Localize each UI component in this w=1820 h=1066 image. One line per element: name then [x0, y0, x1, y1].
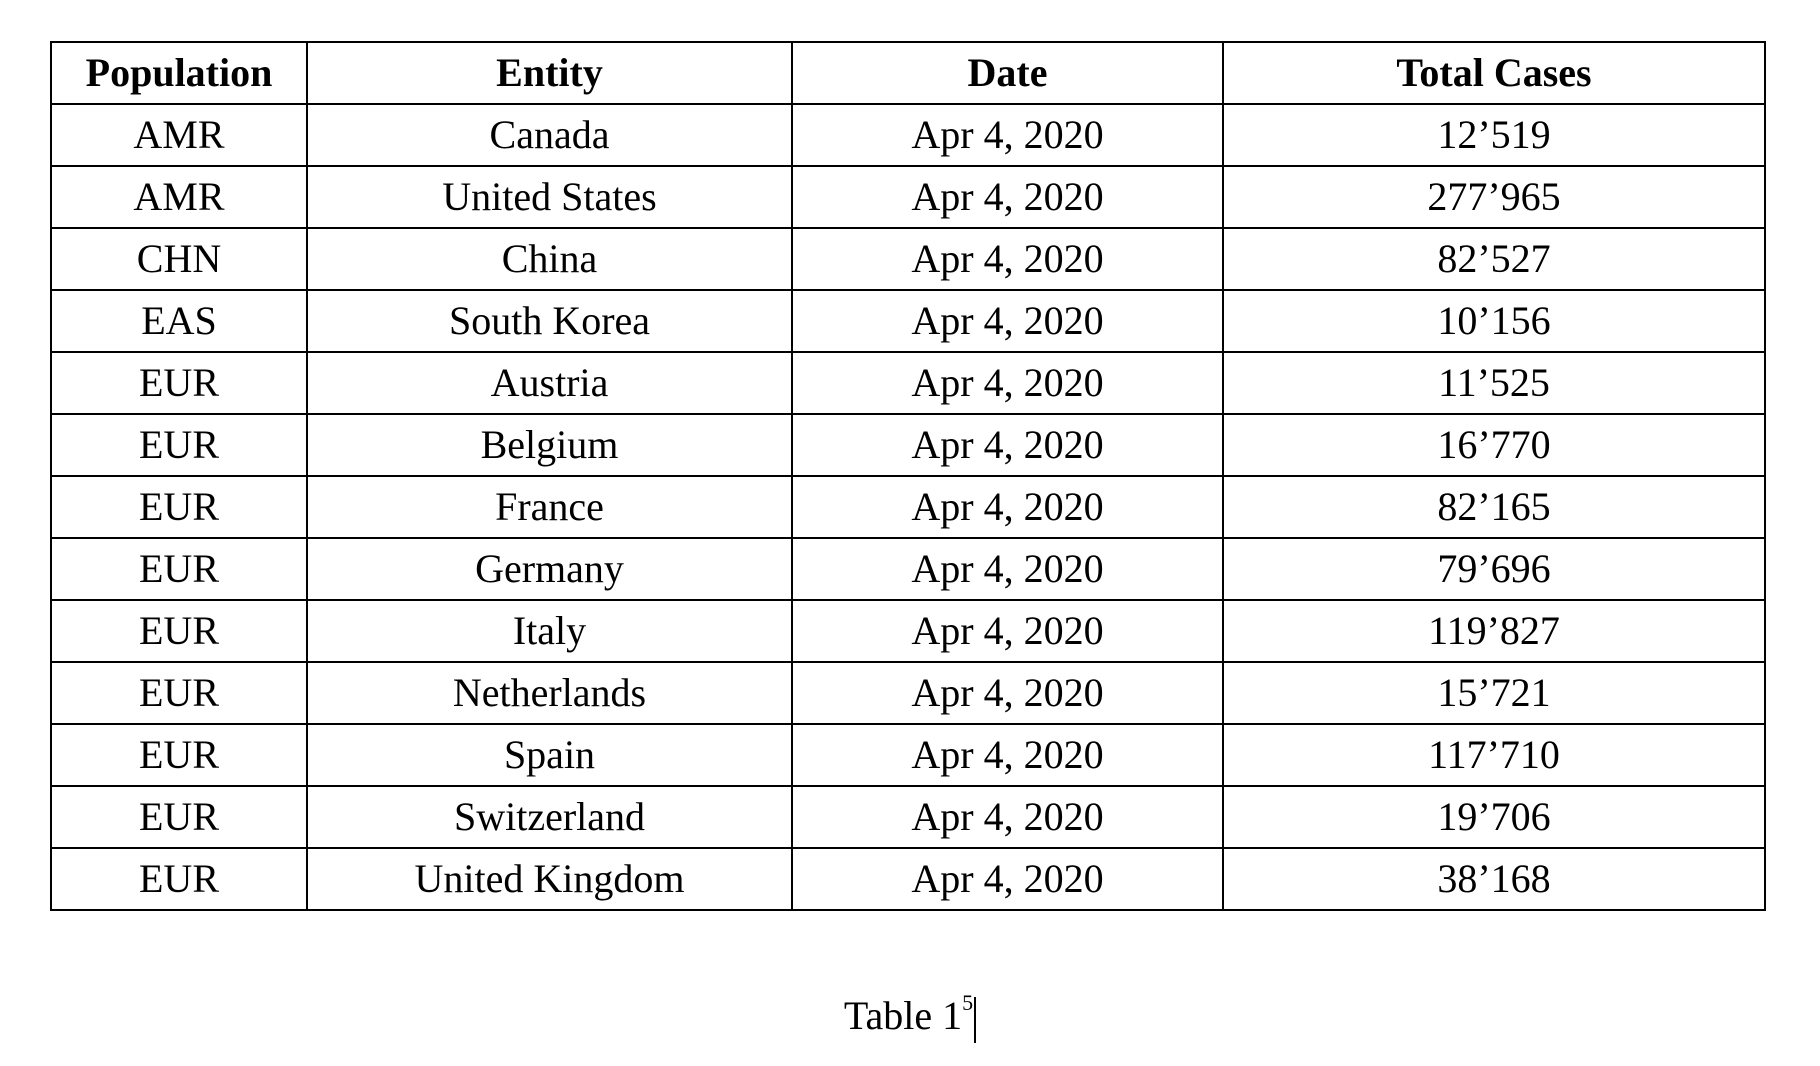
table-row: [51, 166, 1765, 228]
total-cases-cell: 119’827: [1223, 600, 1765, 662]
date-cell: Apr 4, 2020: [792, 104, 1223, 166]
date-cell: Apr 4, 2020: [792, 786, 1223, 848]
table-row: [51, 104, 1765, 166]
footnote-marker: 5: [962, 990, 974, 1015]
population-cell: EUR: [51, 662, 307, 724]
population-cell: EUR: [51, 352, 307, 414]
total-cases-cell: 38’168: [1223, 848, 1765, 910]
header-entity: Entity: [307, 42, 792, 104]
total-cases-cell: 82’165: [1223, 476, 1765, 538]
total-cases-cell: 117’710: [1223, 724, 1765, 786]
population-cell: AMR: [51, 166, 307, 228]
entity-cell: Austria: [307, 352, 792, 414]
table-caption: [0, 990, 1820, 1043]
total-cases-cell: 79’696: [1223, 538, 1765, 600]
population-cell: EUR: [51, 724, 307, 786]
entity-cell: South Korea: [307, 290, 792, 352]
total-cases-cell: 15’721: [1223, 662, 1765, 724]
table-row: [51, 848, 1765, 910]
table-row: [51, 662, 1765, 724]
total-cases-cell: 10’156: [1223, 290, 1765, 352]
population-cell: EUR: [51, 786, 307, 848]
table-row: [51, 724, 1765, 786]
header-row: [51, 42, 1765, 104]
date-cell: Apr 4, 2020: [792, 538, 1223, 600]
population-cell: EAS: [51, 290, 307, 352]
total-cases-cell: 12’519: [1223, 104, 1765, 166]
population-cell: EUR: [51, 600, 307, 662]
date-cell: Apr 4, 2020: [792, 352, 1223, 414]
date-cell: Apr 4, 2020: [792, 166, 1223, 228]
header-population: Population: [51, 42, 307, 104]
table-row: [51, 352, 1765, 414]
table-row: [51, 228, 1765, 290]
date-cell: Apr 4, 2020: [792, 724, 1223, 786]
date-cell: Apr 4, 2020: [792, 600, 1223, 662]
entity-cell: Spain: [307, 724, 792, 786]
entity-cell: Belgium: [307, 414, 792, 476]
table-row: [51, 476, 1765, 538]
table-body: [51, 104, 1765, 910]
entity-cell: Switzerland: [307, 786, 792, 848]
population-cell: CHN: [51, 228, 307, 290]
date-cell: Apr 4, 2020: [792, 414, 1223, 476]
text-cursor: [974, 997, 976, 1043]
entity-cell: France: [307, 476, 792, 538]
date-cell: Apr 4, 2020: [792, 228, 1223, 290]
entity-cell: United Kingdom: [307, 848, 792, 910]
population-cell: AMR: [51, 104, 307, 166]
header-total-cases: Total Cases: [1223, 42, 1765, 104]
total-cases-cell: 82’527: [1223, 228, 1765, 290]
data-table: [50, 41, 1766, 911]
entity-cell: Canada: [307, 104, 792, 166]
population-cell: EUR: [51, 476, 307, 538]
population-cell: EUR: [51, 848, 307, 910]
total-cases-cell: 19’706: [1223, 786, 1765, 848]
entity-cell: Germany: [307, 538, 792, 600]
date-cell: Apr 4, 2020: [792, 476, 1223, 538]
table-row: [51, 786, 1765, 848]
total-cases-cell: 11’525: [1223, 352, 1765, 414]
table-row: [51, 538, 1765, 600]
table-row: [51, 600, 1765, 662]
date-cell: Apr 4, 2020: [792, 290, 1223, 352]
date-cell: Apr 4, 2020: [792, 662, 1223, 724]
caption-text: Table 1: [843, 993, 963, 1038]
total-cases-cell: 16’770: [1223, 414, 1765, 476]
date-cell: Apr 4, 2020: [792, 848, 1223, 910]
entity-cell: Italy: [307, 600, 792, 662]
table-row: [51, 290, 1765, 352]
entity-cell: Netherlands: [307, 662, 792, 724]
entity-cell: United States: [307, 166, 792, 228]
entity-cell: China: [307, 228, 792, 290]
population-cell: EUR: [51, 538, 307, 600]
population-cell: EUR: [51, 414, 307, 476]
header-date: Date: [792, 42, 1223, 104]
table-row: [51, 414, 1765, 476]
total-cases-cell: 277’965: [1223, 166, 1765, 228]
